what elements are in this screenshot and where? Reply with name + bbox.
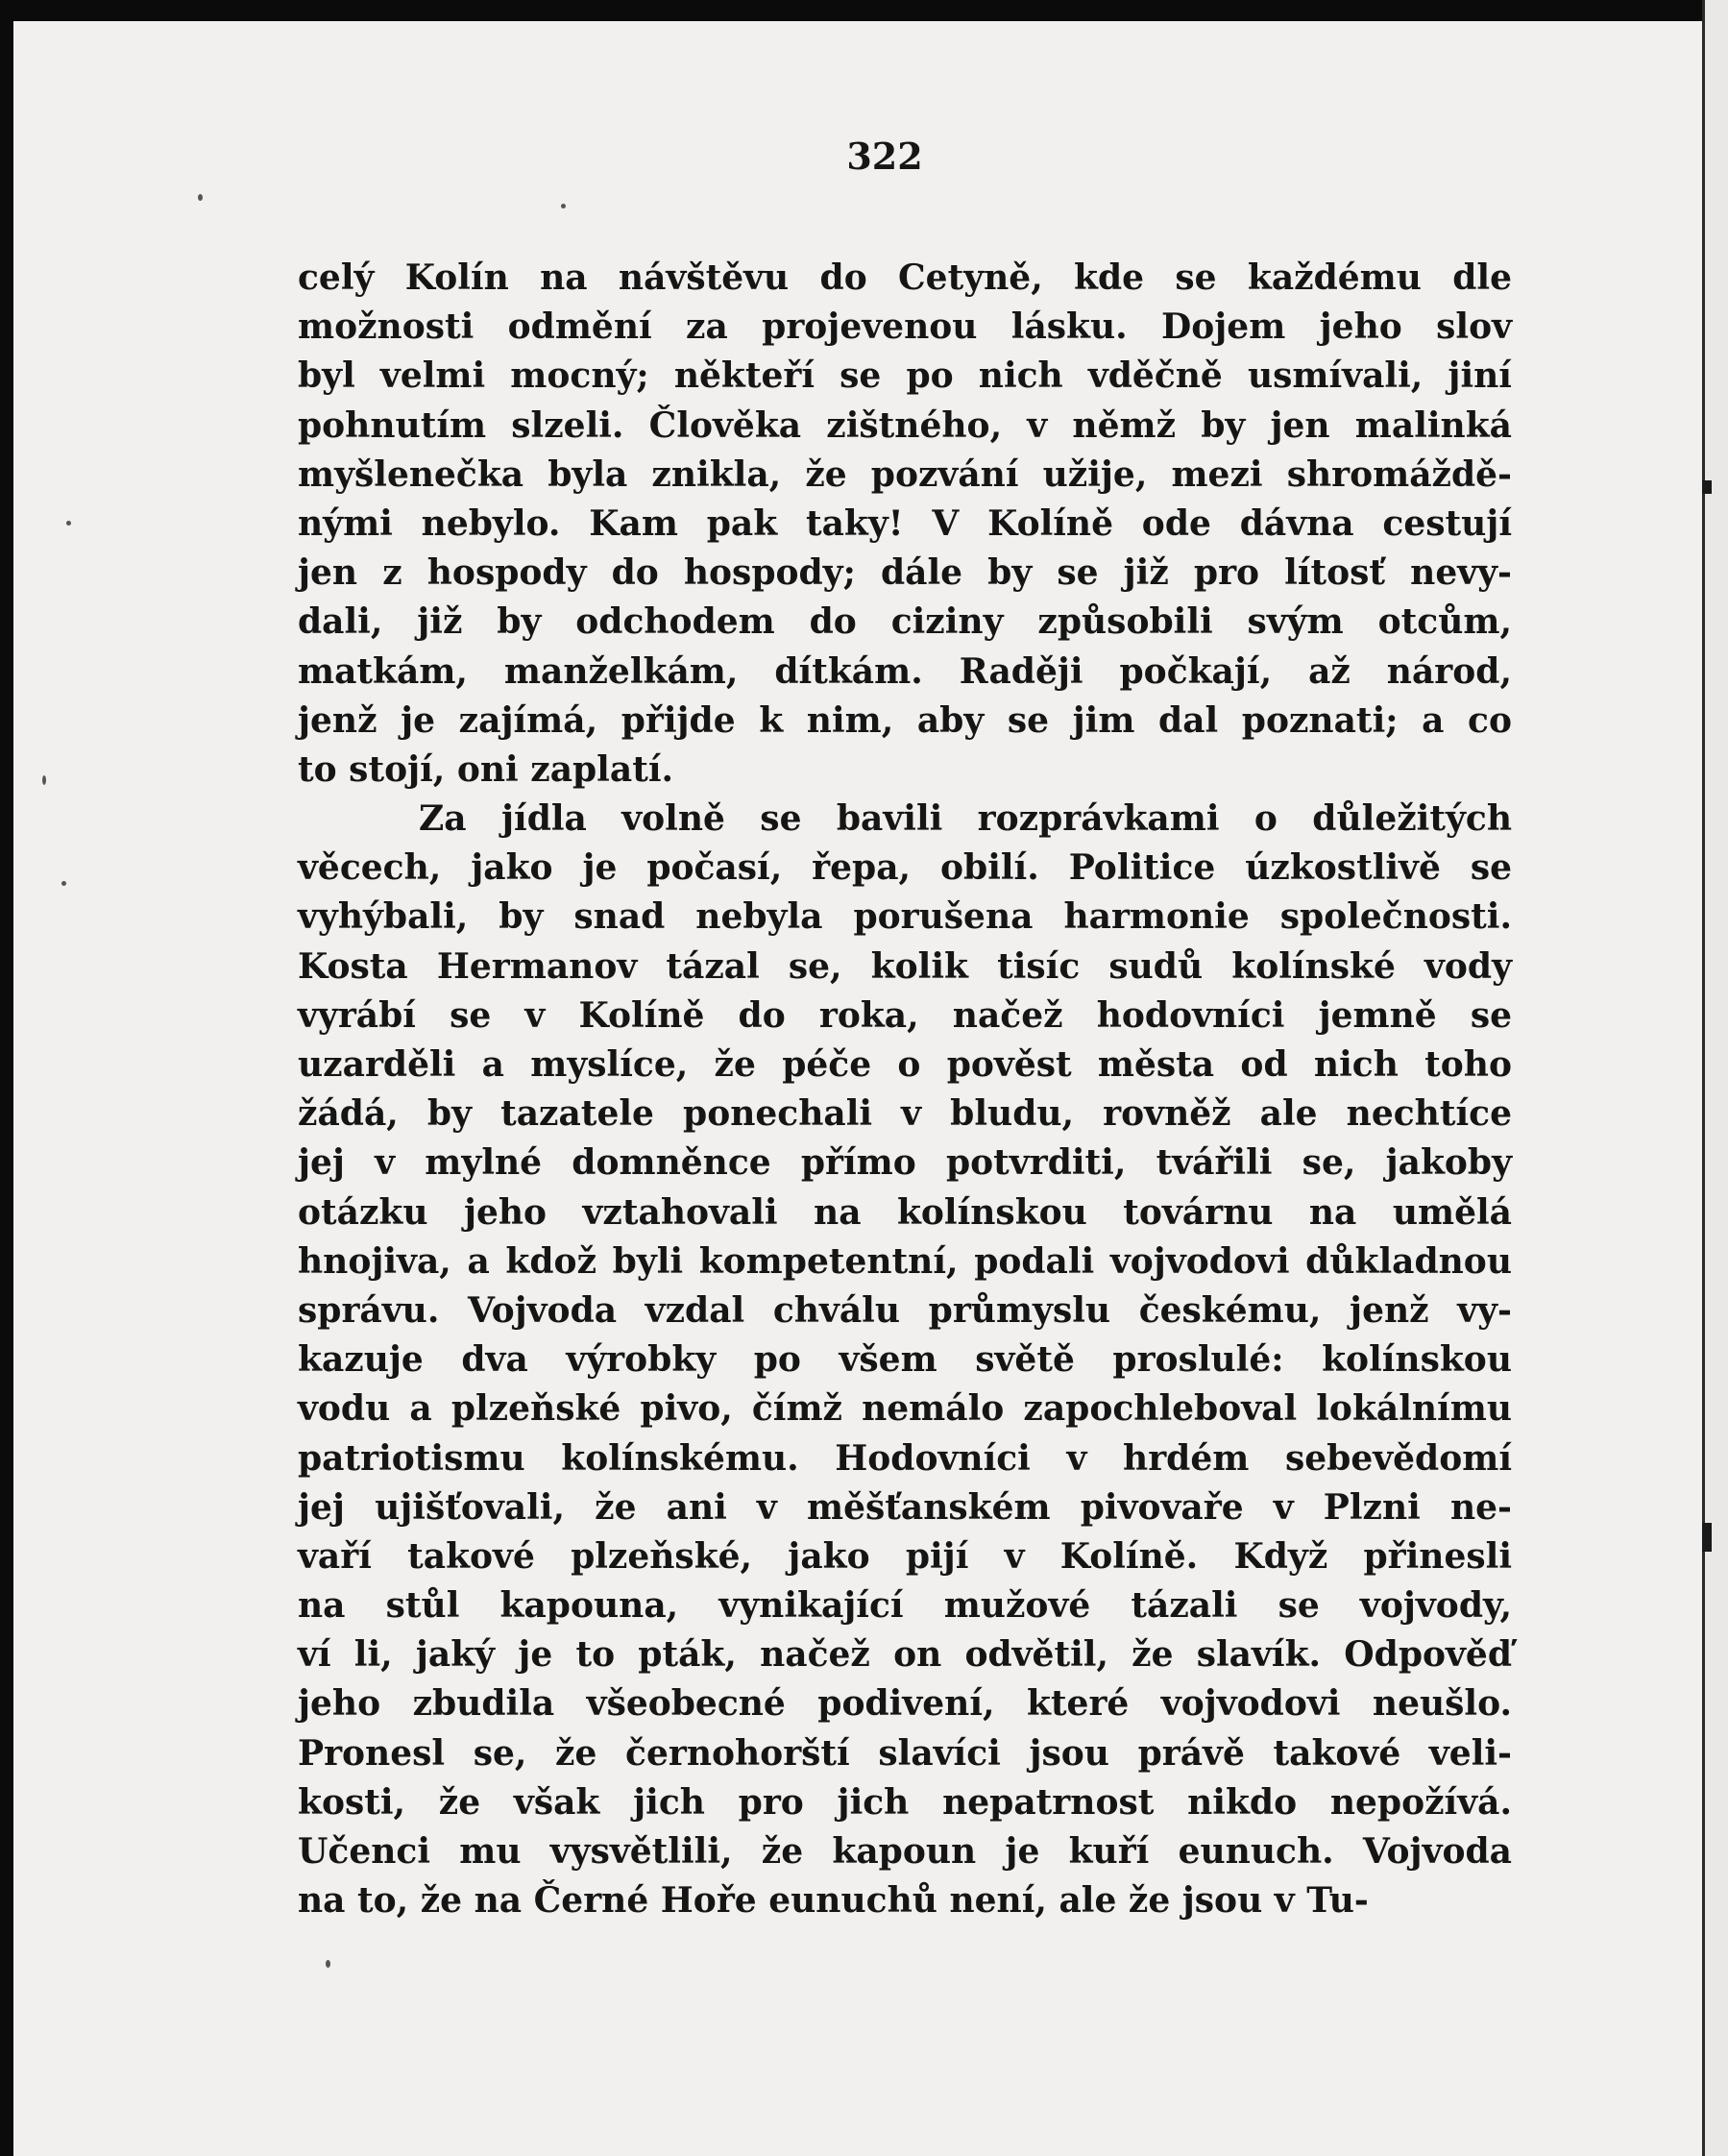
text-line: hnojiva, a kdož byli kompetentní, podali vojvodovi důkladnou — [298, 1240, 1512, 1282]
text-line: nými nebylo. Kam pak taky! V Kolíně ode dávna cestují — [298, 502, 1512, 544]
text-line: vaří takové plzeňské, jako pijí v Kolíně. Když přinesli — [298, 1535, 1512, 1577]
text-line: myšlenečka byla znikla, že pozvání užije, mezi shromáždě- — [298, 453, 1512, 495]
text-line: matkám, manželkám, dítkám. Raději počkají, až národ, — [298, 650, 1512, 692]
right-edge-strip — [1702, 0, 1728, 2156]
text-line: žádá, by tazatele ponechali v bludu, rovněž ale nechtíce — [298, 1093, 1512, 1135]
text-line: jej v mylné domněnce přímo potvrditi, tvářili se, jakoby — [298, 1142, 1512, 1184]
text-line: kazuje dva výrobky po všem světě proslulé: kolínskou — [298, 1339, 1512, 1381]
print-speck — [561, 204, 566, 208]
text-line: to stojí, oni zaplatí. — [298, 748, 674, 790]
text-line: ví li, jaký je to pták, načež on odvětil, že slavík. Odpověď — [298, 1634, 1512, 1676]
text-line: jenž je zajímá, přijde k nim, aby se jim dal poznati; a co — [298, 699, 1512, 741]
text-line: správu. Vojvoda vzdal chválu průmyslu českému, jenž vy- — [298, 1289, 1512, 1331]
text-line: Pronesl se, že černohorští slavíci jsou právě takové veli- — [298, 1732, 1512, 1774]
text-line: otázku jeho vztahovali na kolínskou továrnu na umělá — [298, 1191, 1512, 1233]
text-line: celý Kolín na návštěvu do Cetyně, kde se každému dle — [298, 257, 1512, 298]
text-line: jej ujišťovali, že ani v měšťanském pivovaře v Plzni ne- — [298, 1486, 1512, 1528]
text-line: pohnutím slzeli. Člověka zištného, v němž by jen malinká — [298, 404, 1512, 446]
text-line: dali, již by odchodem do ciziny způsobili svým otcům, — [298, 601, 1512, 643]
edge-mark — [1702, 1523, 1712, 1552]
text-line: na stůl kapouna, vynikající mužové tázali se vojvody, — [298, 1585, 1512, 1627]
text-line: vodu a plzeňské pivo, čímž nemálo zapochleboval lokálnímu — [298, 1388, 1512, 1430]
text-line: jen z hospody do hospody; dále by se již pro lítosť nevy- — [298, 552, 1512, 594]
text-line: uzarděli a myslíce, že péče o pověst města od nich toho — [298, 1044, 1512, 1085]
text-line: byl velmi mocný; někteří se po nich vděčně usmívali, jiní — [298, 355, 1512, 397]
text-line: jeho zbudila všeobecné podivení, které vojvodovi neušlo. — [298, 1683, 1512, 1725]
text-line: kosti, že však jich pro jich nepatrnost nikdo nepožívá. — [298, 1781, 1512, 1823]
text-line: Za jídla volně se bavili rozprávkami o důležitých — [419, 798, 1512, 840]
text-line: vyhýbali, by snad nebyla porušena harmonie společnosti. — [298, 896, 1512, 938]
text-line: vyrábí se v Kolíně do roka, načež hodovníci jemně se — [298, 994, 1512, 1036]
print-speck — [326, 1960, 330, 1968]
text-line: Učenci mu vysvětlili, že kapoun je kuří eunuch. Vojvoda — [298, 1831, 1512, 1872]
book-page — [13, 21, 1702, 2156]
page-number: 322 — [846, 135, 923, 178]
edge-mark — [1702, 480, 1712, 494]
text-line: na to, že na Černé Hoře eunuchů není, ale že jsou v Tu- — [298, 1880, 1369, 1922]
print-speck — [61, 881, 66, 886]
print-speck — [42, 775, 46, 785]
text-line: patriotismu kolínskému. Hodovníci v hrdém sebevědomí — [298, 1437, 1512, 1479]
print-speck — [66, 521, 71, 526]
body-text — [298, 254, 1512, 1925]
print-speck — [198, 194, 203, 201]
text-line: Kosta Hermanov tázal se, kolik tisíc sudů kolínské vody — [298, 945, 1512, 987]
text-line: možnosti odmění za projevenou lásku. Dojem jeho slov — [298, 306, 1512, 348]
text-line: věcech, jako je počasí, řepa, obilí. Politice úzkostlivě se — [298, 847, 1512, 889]
